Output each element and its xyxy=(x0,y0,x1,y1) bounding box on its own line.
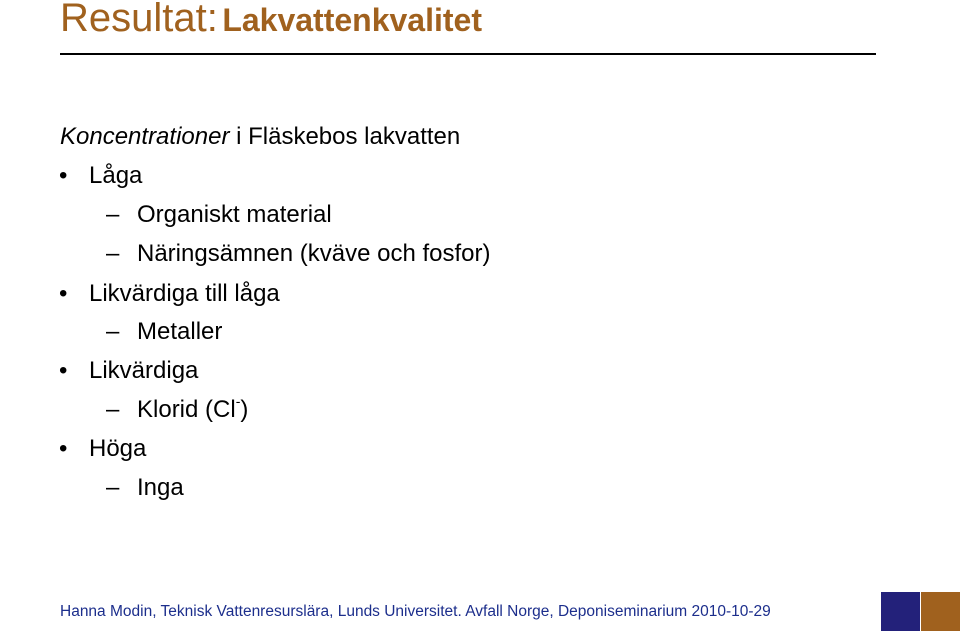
sub-item-inga xyxy=(106,474,184,502)
bullet-icon: • xyxy=(59,162,68,189)
dash-icon: – xyxy=(106,240,120,267)
chloride-charge: - xyxy=(235,393,241,409)
intro-line xyxy=(60,123,460,151)
intro-text: i Fläskebos lakvatten xyxy=(229,123,461,150)
list-item-likvardiga xyxy=(59,357,199,385)
bullet-icon: • xyxy=(59,280,68,307)
sub-item-klorid xyxy=(106,393,249,424)
footer-text: Hanna Modin, Teknisk Vattenresurslära, Lunds Universitet. Avfall Norge, Deponiseminarium 2010-10-29 xyxy=(60,603,771,620)
list-item-label: Likvärdiga xyxy=(89,357,199,384)
list-item-label: Likvärdiga till låga xyxy=(89,280,280,307)
bullet-icon: • xyxy=(59,435,68,462)
sub-item-naringsamnen xyxy=(106,240,491,268)
sub-item-label: Organiskt material xyxy=(137,201,332,228)
list-item-label: Låga xyxy=(89,162,143,189)
list-item-laga xyxy=(59,162,143,190)
bullet-icon: • xyxy=(59,357,68,384)
sub-item-metaller xyxy=(106,318,223,346)
dash-icon: – xyxy=(106,474,120,501)
klorid-text: Klorid (Cl xyxy=(137,396,236,423)
sub-item-organiskt-material xyxy=(106,201,332,229)
sub-item-label: Metaller xyxy=(137,318,223,345)
footer-square-brown xyxy=(921,592,960,631)
title-prefix: Resultat: xyxy=(60,0,218,40)
list-item-label: Höga xyxy=(89,435,147,462)
intro-emphasis: Koncentrationer xyxy=(60,123,230,150)
sub-item-label: Inga xyxy=(137,474,184,501)
title-divider xyxy=(60,53,876,55)
sub-item-label: Näringsämnen (kväve och fosfor) xyxy=(137,240,491,267)
title-main: Lakvattenkvalitet xyxy=(222,2,482,38)
list-item-likvardiga-till-laga xyxy=(59,280,280,308)
dash-icon: – xyxy=(106,201,120,228)
dash-icon: – xyxy=(106,318,120,345)
slide-title xyxy=(60,0,482,38)
list-item-hoga xyxy=(59,435,147,463)
dash-icon: – xyxy=(106,396,120,423)
klorid-close: ) xyxy=(240,396,249,423)
footer-square-blue xyxy=(881,592,920,631)
